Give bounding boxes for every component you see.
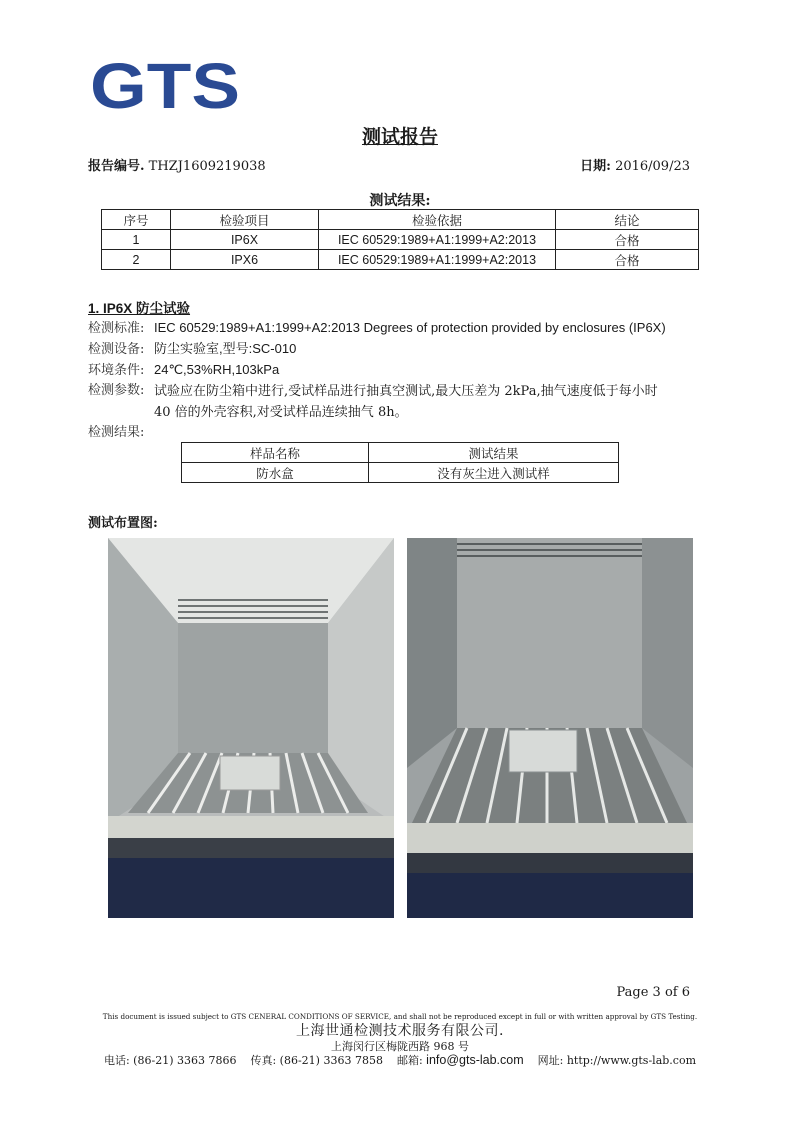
params-line: 40 倍的外壳容积,对受试样品连续抽气 8h。	[154, 405, 408, 420]
results-heading: 测试结果:	[369, 193, 431, 209]
params-line: 试验应在防尘箱中进行,受试样品进行抽真空测试,最大压差为 2kPa,抽气速度低于每小时	[154, 384, 658, 399]
table-cell: 防水盒	[182, 463, 369, 483]
report-date: 日期: 2016/09/23	[580, 159, 690, 174]
footer-phone: 电话: (86-21) 3363 7866	[103, 1054, 237, 1067]
table-cell: 合格	[556, 230, 699, 250]
footer-web[interactable]: 网址: http://www.gts-lab.com	[537, 1054, 697, 1067]
test-photo-left	[108, 538, 394, 918]
footer-email[interactable]: info@gts-lab.com	[426, 1053, 524, 1067]
section-title: 1. IP6X 防尘试验	[88, 301, 191, 316]
table-row	[102, 250, 699, 270]
params-label: 检测参数:	[88, 383, 145, 398]
report-number: 报告编号. THZJ1609219038	[88, 159, 266, 174]
footer-contact	[0, 1052, 800, 1068]
table-cell: 合格	[556, 250, 699, 270]
params-row	[88, 381, 154, 401]
svg-text:GTS: GTS	[90, 58, 240, 112]
table-row	[182, 463, 619, 483]
page-number: Page 3 of 6	[616, 985, 690, 1000]
standard-value: IEC 60529:1989+A1:1999+A2:2013 Degrees of protection provided by enclosures (IP6X)	[154, 320, 666, 335]
footer-fax: 传真: (86-21) 3363 7858	[250, 1054, 383, 1067]
table-header-row	[182, 443, 619, 463]
table-cell: 1	[102, 230, 171, 250]
table-cell: IPX6	[171, 250, 319, 270]
table-cell: 没有灰尘进入测试样	[369, 463, 619, 483]
equipment-value: 防尘实验室,型号:SC-010	[154, 341, 297, 356]
table-cell: 2	[102, 250, 171, 270]
table-cell: IEC 60529:1989+A1:1999+A2:2013	[319, 230, 556, 250]
col-header: 检验项目	[171, 210, 319, 230]
sample-table	[181, 442, 619, 483]
environment-row	[88, 360, 279, 381]
environment-value: 24℃,53%RH,103kPa	[154, 362, 280, 377]
table-cell: IP6X	[171, 230, 319, 250]
gts-logo	[90, 58, 240, 112]
equipment-label: 检测设备:	[88, 342, 145, 357]
layout-title: 测试布置图:	[88, 516, 158, 531]
result-label: 检测结果:	[88, 425, 145, 440]
table-header-row	[102, 210, 699, 230]
col-header: 测试结果	[369, 443, 619, 463]
col-header: 结论	[556, 210, 699, 230]
col-header: 序号	[102, 210, 171, 230]
standard-row	[88, 318, 666, 339]
equipment-row	[88, 339, 296, 360]
col-header: 样品名称	[182, 443, 369, 463]
col-header: 检验依据	[319, 210, 556, 230]
test-photo-right	[407, 538, 693, 918]
table-row	[102, 230, 699, 250]
footer-disclaimer: This document is issued subject to GTS CENERAL CONDITIONS OF SERVICE, and shall not be reproduced except in full or with written approval by GTS Testing.	[102, 1012, 698, 1021]
environment-label: 环境条件:	[88, 363, 145, 378]
result-row	[88, 423, 154, 443]
table-cell: IEC 60529:1989+A1:1999+A2:2013	[319, 250, 556, 270]
footer-email-label: 邮箱:	[396, 1054, 423, 1067]
standard-label: 检测标准:	[88, 321, 145, 336]
results-table	[101, 209, 699, 270]
footer-company: 上海世通检测技术服务有限公司.	[296, 1023, 504, 1039]
report-title: 测试报告	[361, 126, 438, 148]
footer-address: 上海闵行区梅陇西路 968 号	[331, 1040, 469, 1053]
params-text	[154, 381, 724, 423]
